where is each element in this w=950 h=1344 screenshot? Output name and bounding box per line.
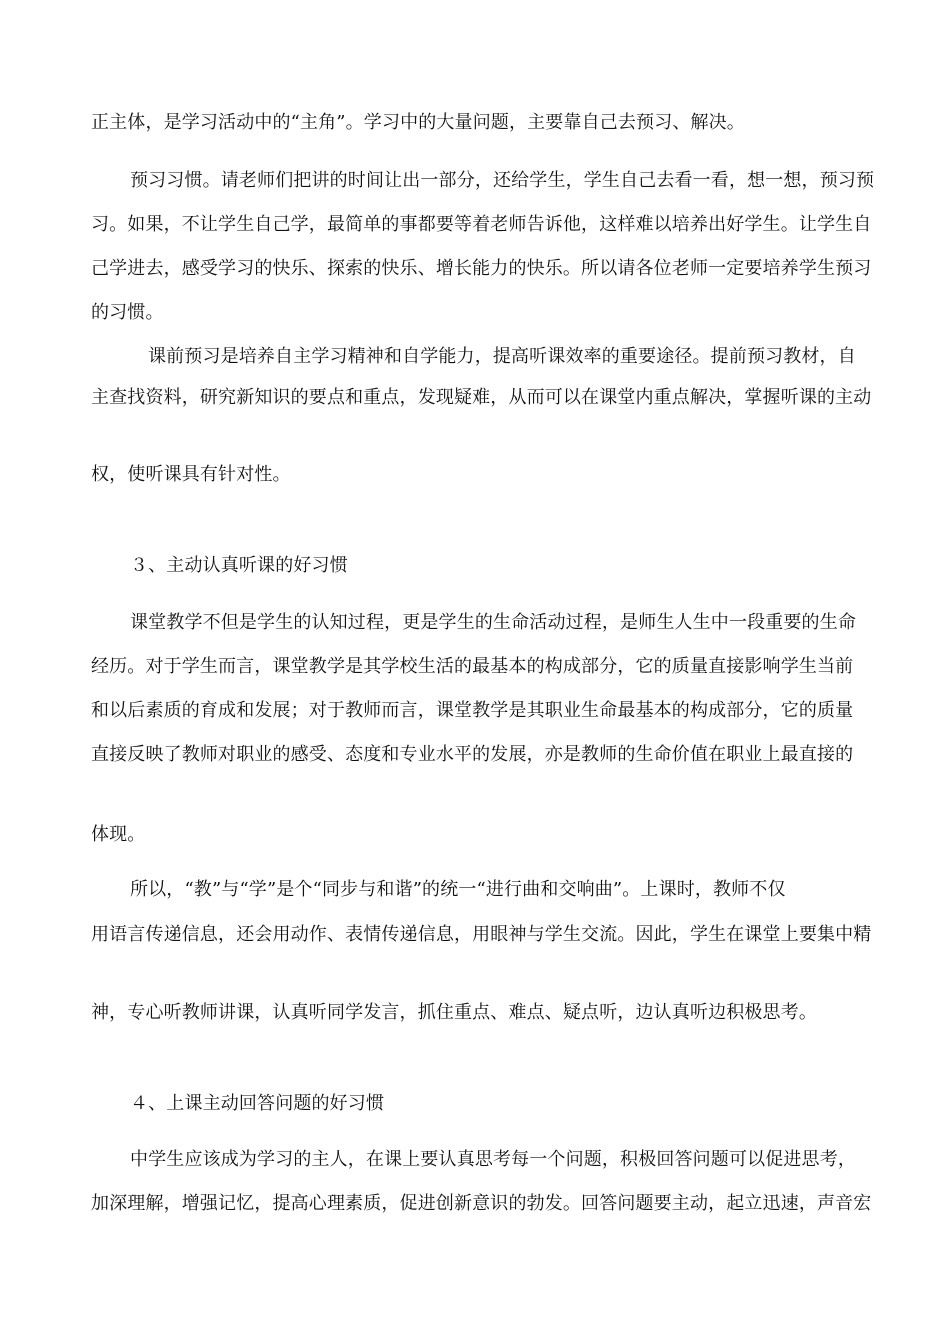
text-line: 己学进去，感受学习的快乐、探索的快乐、增长能力的快乐。所以请各位老师一定要培养学生预习 [91,258,872,279]
text-line: 权，使听课具有针对性。 [91,464,291,485]
text-line: 的习惯。 [91,302,164,323]
text-line: 和以后素质的育成和发展；对于教师而言，课堂教学是其职业生命最基本的构成部分，它的质量 [91,700,854,721]
text-line: 加深理解，增强记忆，提高心理素质，促进创新意识的勃发。回答问题要主动，起立迅速，声音宏 [91,1193,872,1214]
text-line: 课堂教学不但是学生的认知过程，更是学生的生命活动过程，是师生人生中一段重要的生命 [130,612,856,633]
text-line: 神，专心听教师讲课，认真听同学发言，抓住重点、难点、疑点听，边认真听边积极思考。 [91,1002,817,1023]
text-line: 正主体，是学习活动中的“主角”。学习中的大量问题，主要靠自己去预习、解决。 [91,112,745,133]
text-line: 主查找资料，研究新知识的要点和重点，发现疑难，从而可以在课堂内重点解决，掌握听课的主动 [91,387,872,408]
text-line: 经历。对于学生而言，课堂教学是其学校生活的最基本的构成部分，它的质量直接影响学生当前 [91,656,854,677]
text-line: 用语言传递信息，还会用动作、表情传递信息，用眼神与学生交流。因此，学生在课堂上要集中精 [91,924,872,945]
text-line: 体现。 [91,824,146,845]
section-heading: ４、上课主动回答问题的好习惯 [130,1093,385,1114]
text-line: 习。如果，不让学生自己学，最简单的事都要等着老师告诉他，这样难以培养出好学生。让学生自 [91,214,872,235]
text-line: 所以，“教”与“学”是个“同步与和谐”的统一“进行曲和交响曲”。上课时，教师不仅 [130,879,786,900]
text-line: 课前预习是培养自主学习精神和自学能力，提高听课效率的重要途径。提前预习教材，自 [148,346,856,367]
text-line: 直接反映了教师对职业的感受、态度和专业水平的发展，亦是教师的生命价值在职业上最直接的 [91,744,854,765]
section-heading: ３、主动认真听课的好习惯 [130,555,348,576]
text-line: 预习习惯。请老师们把讲的时间让出一部分，还给学生，学生自己去看一看，想一想，预习预 [130,170,875,191]
text-line: 中学生应该成为学习的主人，在课上要认真思考每一个问题，积极回答问题可以促进思考， [130,1149,856,1170]
